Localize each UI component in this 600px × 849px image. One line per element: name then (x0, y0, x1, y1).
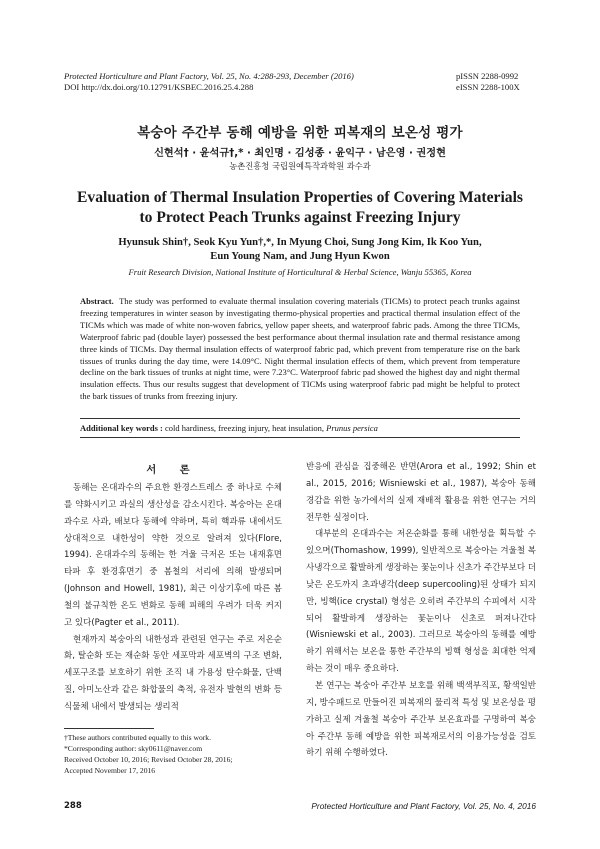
english-affiliation: Fruit Research Division, National Institute of Horticultural & Herbal Science, Wanju 55365, Korea (128, 267, 472, 277)
section-heading-introduction: 서 론 (146, 465, 200, 476)
paragraph: 현재까지 복숭아의 내한성과 관련된 연구는 주로 저온순화, 탈순화 또는 재순화 동안 세포막과 세포벽의 구조 변화, 세포구조를 보호하기 위한 조직 내 가용성 탄수화물, 단백질, 아미노산과 같은 화합물의 축적, 유전자 발현의 변화 등 식물체 내에서 발생되는 생리적 (64, 634, 282, 712)
page-number: 288 (64, 801, 82, 811)
korean-affiliation: 농촌진흥청 국립원예특작과학원 과수과 (229, 161, 371, 171)
abstract (80, 296, 520, 403)
issn-block (456, 71, 536, 92)
footnote-equal-contribution: †These authors contributed equally to this work. (64, 733, 211, 742)
body-left-column (64, 480, 282, 716)
english-title (0, 188, 600, 228)
footnote-accepted: Accepted November 17, 2016 (64, 766, 156, 775)
english-authors (0, 236, 600, 264)
paragraph: 본 연구는 복숭아 주간부 보호를 위해 백색부직포, 황색일반지, 방수패드로 만들어진 피복재의 물리적 특성 및 보온성을 평가하고 실제 겨울철 복숭아 주간부 보온효과를 구명하여 복숭아 주간부 동해 예방을 위한 피복재로서의 이용가능성을 검토하기 위해 수행하였다. (306, 680, 536, 759)
footnote-received: Received October 10, 2016; Revised October 28, 2016; (64, 755, 233, 764)
footnotes (64, 732, 294, 776)
paragraph: 동해는 온대과수의 주요한 환경스트레스 중 하나로 수체를 약화시키고 과실의 생산성을 감소시킨다. 복숭아는 온대과수로 사과, 배보다 동해에 약하며, 특히 핵과류 내에서도 상대적으로 내한성이 약한 것으로 알려져 있다(Flore, 1994). 온대과수의 동해는 한 겨울 극저온 또는 내재휴면타파 후 환경휴면기 중 봄철의 서리에 의해 발생되며(Johnson and Howell, 1981), 최근 이상기후에 따른 봄철의 불규칙한 온도 변화로 동해 피해의 우려가 더욱 커지고 있다(Pagter et al., 2011). (64, 483, 282, 628)
english-title-line2: to Protect Peach Trunks against Freezing Injury (139, 209, 461, 226)
paragraph: 반응에 관심을 집중해온 반면(Arora et al., 1992; Shin et al., 2015, 2016; Wisniewski et al., 1987), 복숭아 동해 경감을 위한 농가에서의 실제 재배적 활용을 위한 연구는 거의 전무한 실정이다. (306, 462, 536, 523)
keywords-bottom-rule (80, 437, 520, 438)
keywords-top-rule (80, 418, 520, 419)
korean-title: 복숭아 주간부 동해 예방을 위한 피복재의 보온성 평가 (137, 125, 463, 141)
journal-header (64, 71, 354, 92)
abstract-label: Abstract. (80, 296, 114, 306)
english-authors-line2: Eun Young Nam, and Jung Hyun Kwon (210, 251, 390, 262)
footer-journal: Protected Horticulture and Plant Factory, Vol. 25, No. 4, 2016 (311, 801, 536, 811)
footnote-corresponding-author: *Corresponding author: sky0611@naver.com (64, 744, 203, 753)
eissn: eISSN 2288-100X (456, 81, 520, 92)
body-right-column (306, 459, 536, 762)
paragraph: 대부분의 온대과수는 저온순화를 통해 내한성을 획득할 수 있으며(Thomashow, 1999), 일반적으로 복숭아는 겨울철 복사냉각으로 활발하게 생장하는 꽃눈이나 신초가 주간부보다 더 낮은 온도까지 초과냉각(deep supercooling)된 상태가 되지만, 빙핵(ice crystal) 형성은 오히려 주간부의 수피에서 시작되어 활발하게 생장하는 꽃눈이나 신초로 퍼져나간다(Wisniewski et al., 2003). 그러므로 복숭아의 동해를 예방하기 위해서는 보온을 통한 주간부의 빙핵 형성을 최대한 억제하는 것이 매우 중요하다. (306, 529, 536, 675)
english-authors-line1: Hyunsuk Shin†, Seok Kyu Yun†,*, In Myung Choi, Sung Jong Kim, Ik Koo Yun, (118, 237, 482, 248)
keywords-label: Additional key words : (80, 423, 163, 433)
keywords-text: cold hardiness, freezing injury, heat insulation, (165, 423, 325, 433)
korean-authors: 신현석† · 윤석규†,* · 최인명 · 김성종 · 윤익구 · 남은영 · 권정현 (154, 148, 446, 159)
doi-line[interactable]: DOI http://dx.doi.org/10.12791/KSBEC.2016.25.4.288 (64, 81, 254, 92)
english-title-line1: Evaluation of Thermal Insulation Properties of Covering Materials (77, 189, 523, 206)
keywords-species: Prunus persica (326, 423, 378, 433)
pissn: pISSN 2288-0992 (456, 71, 519, 81)
footnote-rule (64, 728, 154, 729)
abstract-text: The study was performed to evaluate thermal insulation covering materials (TICMs) to protect peach trunks against freezing temperatures in winter season by investigating thermo-physical properties and practical thermal insulation effect of the TICMs which was made of white non-woven fabrics, yellow paper sheets, and waterproof fabric pads. Among the three TICMs, Waterproof fabric pad (double layer) possessed the best performance about thermal insulation rate and thermal resistance among three kinds of TICMs. Day thermal insulation effects of waterproof fabric pad, which prevent from temperature rise on the bark tissues of trunks during the day time, were 14.09°C. Night thermal insulation effects of them, which prevent from temperature decline on the bark tissues of trunks at night time, were 7.23°C. Waterproof fabric pad showed the highest day and night thermal insulation effects. Thus our results suggest that development of TICMs using waterproof fabric pad might be helpful to protect the bark tissues of trunks from freezing injury. (80, 296, 520, 402)
journal-citation: Protected Horticulture and Plant Factory, Vol. 25, No. 4:288-293, December (2016) (64, 71, 354, 81)
keywords-line (80, 423, 520, 433)
